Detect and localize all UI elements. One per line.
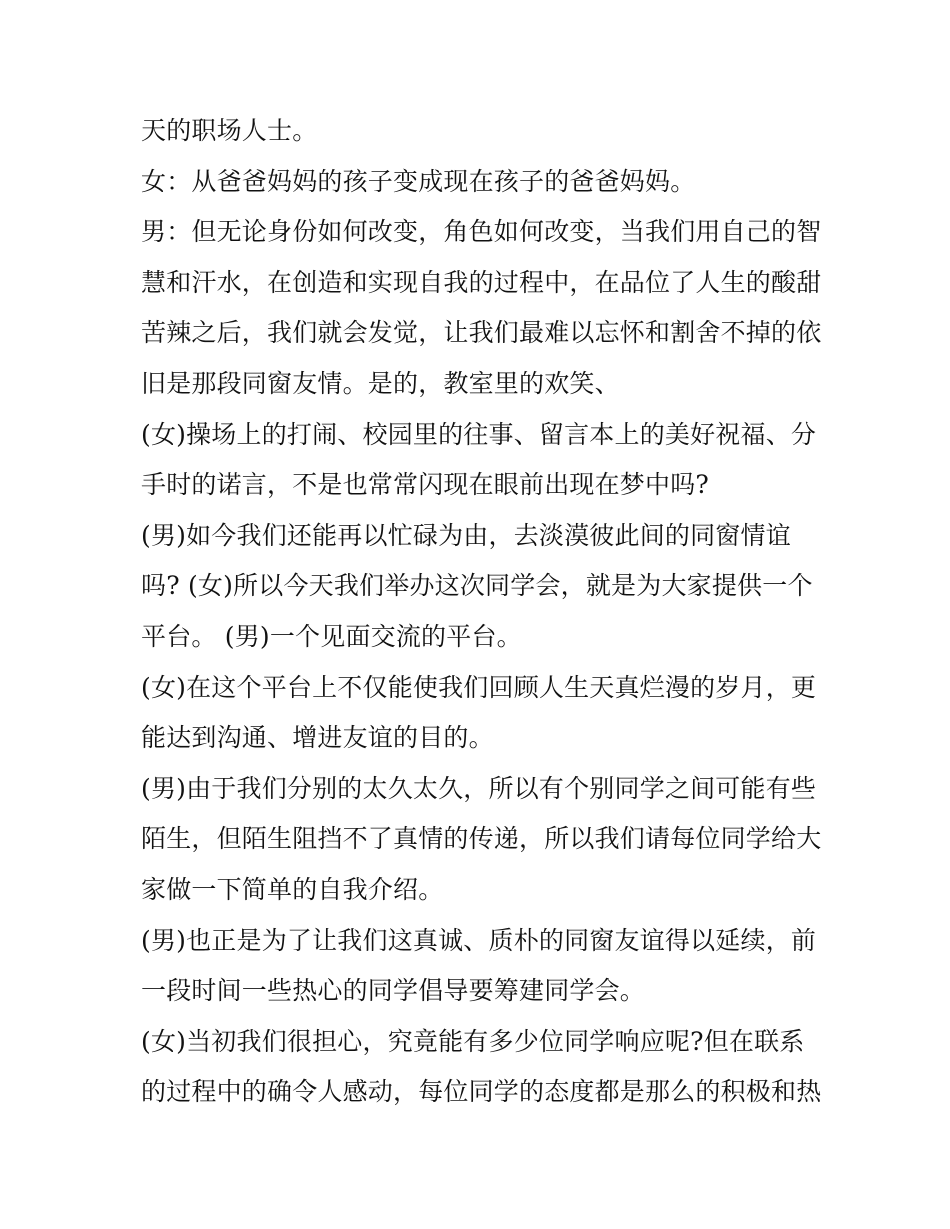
text-line: 家做一下简单的自我介绍。	[141, 874, 444, 904]
text-line: 男：但无论身份如何改变，角色如何改变，当我们用自己的智	[141, 217, 822, 247]
text-line: 慧和汗水，在创造和实现自我的过程中，在品位了人生的酸甜	[141, 267, 822, 297]
text-line: 吗? (女)所以今天我们举办这次同学会，就是为大家提供一个	[141, 571, 813, 601]
text-line: (男)也正是为了让我们这真诚、质朴的同窗友谊得以延续，前	[141, 925, 817, 955]
text-line: (女)在这个平台上不仅能使我们回顾人生天真烂漫的岁月，更	[141, 672, 817, 702]
text-line: 手时的诺言，不是也常常闪现在眼前出现在梦中吗?	[141, 470, 710, 500]
text-line: (女)当初我们很担心，究竟能有多少位同学响应呢?但在联系	[141, 1026, 805, 1056]
text-line: 旧是那段同窗友情。是的，教室里的欢笑、	[141, 368, 620, 398]
text-line: 能达到沟通、增进友谊的目的。	[141, 723, 494, 753]
text-line: 一段时间一些热心的同学倡导要筹建同学会。	[141, 976, 646, 1006]
text-line: 陌生，但陌生阻挡不了真情的传递，所以我们请每位同学给大	[141, 824, 822, 854]
text-line: 天的职场人士。	[141, 116, 318, 145]
text-line: 平台。 (男)一个见面交流的平台。	[141, 621, 522, 651]
text-line: 的过程中的确令人感动，每位同学的态度都是那么的积极和热	[141, 1077, 822, 1107]
text-line: (女)操场上的打闹、校园里的往事、留言本上的美好祝福、分	[141, 419, 817, 449]
text-line: (男)如今我们还能再以忙碌为由，去淡漠彼此间的同窗情谊	[141, 520, 791, 550]
body-text	[141, 106, 821, 1118]
text-line: 女：从爸爸妈妈的孩子变成现在孩子的爸爸妈妈。	[141, 166, 696, 196]
text-line: (男)由于我们分别的太久太久，所以有个别同学之间可能有些	[141, 773, 817, 803]
text-line: 苦辣之后，我们就会发觉，让我们最难以忘怀和割舍不掉的依	[141, 318, 822, 348]
